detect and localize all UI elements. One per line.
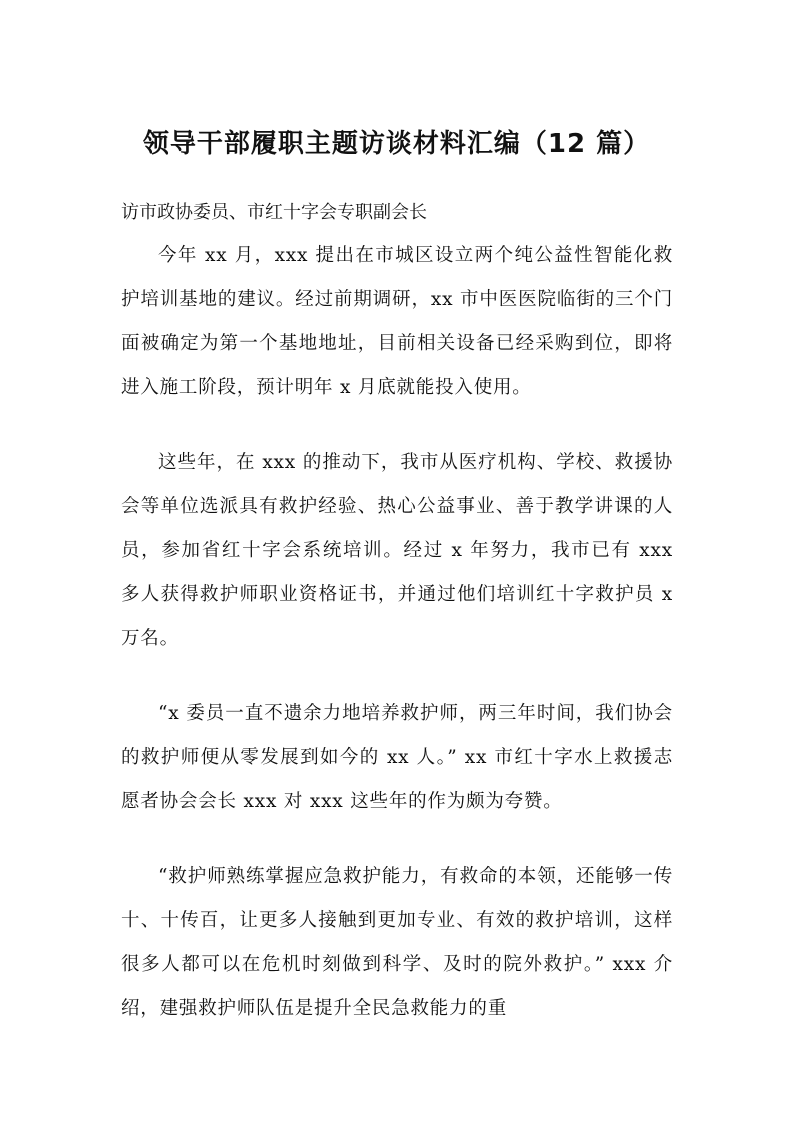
document-subtitle: 访市政协委员、市红十字会专职副会长 (121, 202, 427, 223)
paragraph-2: 这些年，在 xxx 的推动下，我市从医疗机构、学校、救援协会等单位选派具有救护经验、热心公益事业、善于教学讲课的人员，参加省红十字会系统培训。经过 x 年努力，我市已有 xxx 多人获得救护师职业资格证书，并通过他们培训红十字救护员 x 万名。 (121, 452, 673, 649)
paragraph-4: “救护师熟练掌握应急救护能力，有救命的本领，还能够一传十、十传百，让更多人接触到更加专业、有效的救护培训，这样很多人都可以在危机时刻做到科学、及时的院外救护。” xxx 介绍，建强救护师队伍是提升全民急救能力的重 (121, 866, 673, 1019)
paragraph-3: “x 委员一直不遗余力地培养救护师，两三年时间，我们协会的救护师便从零发展到如今的 xx 人。” xx 市红十字水上救援志愿者协会会长 xxx 对 xxx 这些年的作为颇为夸赞。 (121, 703, 673, 812)
paragraph-1: 今年 xx 月，xxx 提出在市城区设立两个纯公益性智能化救护培训基地的建议。经过前期调研，xx 市中医医院临街的三个门面被确定为第一个基地地址，目前相关设备已经采购到位，即将进入施工阶段，预计明年 x 月底就能投入使用。 (121, 245, 673, 398)
document-title: 领导干部履职主题访谈材料汇编（12 篇） (142, 129, 651, 159)
